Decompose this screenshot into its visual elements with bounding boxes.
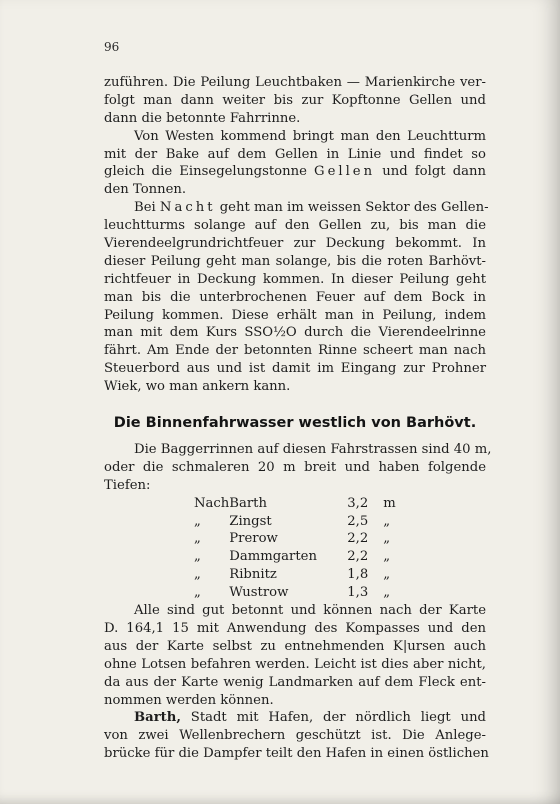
depth-unit: „ [383,567,391,583]
text-line: dann die betonnte Fahrrinne. [104,110,301,126]
depth-row [194,530,396,548]
page-body [104,74,492,763]
text-run: gleich die Einsegelungstonne [104,164,307,180]
text-line: folgt man dann weiter bis zur Kopftonne Gellen und [104,92,486,108]
text-line: den Tonnen. [104,182,187,198]
depth-place: Ribnitz [229,567,277,583]
depth-value: 2,2 [347,531,369,547]
depth-value: 3,2 [347,495,369,511]
depth-prefix: „ [194,549,201,565]
text-line: von zwei Wellenbrechern geschützt ist. Die Anlege- [104,728,486,744]
text-line: D. 164,1 15 mit Anwendung des Kompasses und den [104,620,486,636]
depth-place: Barth [229,495,267,511]
text-line-composite [104,199,489,217]
text-line: richtfeuer in Deckung kommen. In dieser Peilung geht [104,271,486,287]
depth-unit: „ [383,585,391,601]
depth-value: 1,8 [347,567,369,583]
depth-row [194,566,396,584]
depth-row [194,513,396,531]
text-run: geht man im weissen Sektor des Gellen- [219,200,489,216]
text-line-composite [104,163,486,181]
text-line: nommen werden können. [104,692,274,708]
bold-place-name: Barth, [134,710,181,726]
depth-value: 1,3 [347,585,369,601]
text-line: Alle sind gut betonnt und können nach der Karte [134,603,486,619]
text-line: man mit dem Kurs SSO½O durch die Vierendeelrinne [104,325,486,341]
depth-prefix: „ [194,531,201,547]
page-number: 96 [104,40,120,54]
depth-value: 2,5 [347,513,369,529]
depth-row [194,548,396,566]
depth-place: Zingst [229,513,272,529]
depth-row [194,584,396,602]
text-line-composite [104,709,486,727]
text-line: oder die schmaleren 20 m breit und haben folgende [104,459,486,475]
depth-prefix: „ [194,567,201,583]
text-line: da aus der Karte wenig Landmarken auf dem Fleck ent- [104,674,486,690]
text-line: fährt. Am Ende der betonnten Rinne scheert man nach [104,343,486,359]
depth-unit: „ [383,513,391,529]
depth-place: Prerow [229,531,278,547]
text-line: brücke für die Dampfer teilt den Hafen in einen östlichen [104,746,489,762]
depth-value: 2,2 [347,549,369,565]
text-line: Steuerbord aus und ist damit im Eingang zur Prohner [104,361,486,377]
depth-prefix: „ [194,585,201,601]
text-run: Stadt mit Hafen, der nördlich liegt und [190,710,487,726]
text-run: und folgt dann [382,164,487,180]
text-line: leuchtturms solange auf den Gellen zu, bis man die [104,218,486,234]
section-heading: Die Binnenfahrwasser westlich von Barhövt. [113,415,477,432]
text-line: Wiek, wo man ankern kann. [104,379,291,395]
depth-prefix: „ [194,513,201,529]
text-line: Vierendeelgrundrichtfeuer zur Deckung bekommt. In [104,236,486,252]
depth-row [194,495,396,513]
depth-place: Dammgarten [229,549,317,565]
depth-unit: „ [383,549,391,565]
text-line: Von Westen kommend bringt man den Leuchtturm [134,128,486,144]
text-line: Tiefen: [104,477,151,493]
text-line: man bis die unterbrochenen Feuer auf dem Bock in [104,289,486,305]
depth-place: Wustrow [229,585,289,601]
text-line: Peilung kommen. Diese erhält man in Peilung, indem [104,307,486,323]
text-line: ohne Lotsen befahren werden. Leicht ist dies aber nicht, [104,656,486,672]
emphasized-word: Nacht [159,200,216,216]
depth-unit: „ [383,531,391,547]
emphasized-word: Gellen [314,164,376,180]
text-line: zuführen. Die Peilung Leuchtbaken — Marienkirche ver- [104,75,486,90]
depth-prefix: Nach [194,495,230,511]
text-line: dieser Peilung geht man solange, bis die roten Barhövt- [104,253,486,269]
depth-unit: m [383,495,396,511]
text-line: mit der Bake auf dem Gellen in Linie und findet so [104,146,486,162]
depth-table [194,495,396,602]
text-line: aus der Karte selbst zu entnehmenden K|ursen auch [104,638,486,654]
text-line: Die Baggerrinnen auf diesen Fahrstrassen sind 40 m, [134,441,492,457]
text-run: Bei [134,200,156,216]
